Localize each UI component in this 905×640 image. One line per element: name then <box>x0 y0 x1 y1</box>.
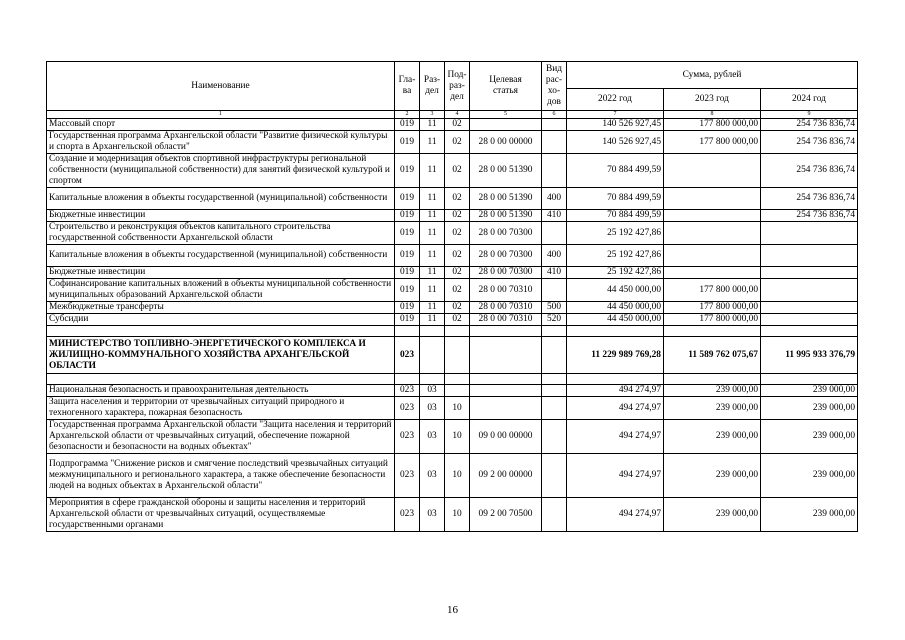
row-sum-2022: 494 274,97 <box>567 498 664 532</box>
col-index: 2 <box>395 111 420 119</box>
row-section: 11 <box>420 188 445 210</box>
col-index: 4 <box>445 111 470 119</box>
row-name <box>47 374 395 385</box>
row-exp-type: 500 <box>542 302 567 314</box>
col-index: 6 <box>542 111 567 119</box>
row-sum-2023 <box>664 154 761 188</box>
row-sum-2022: 44 450 000,00 <box>567 279 664 302</box>
row-chapter: 023 <box>395 454 420 498</box>
row-sum-2024: 239 000,00 <box>761 498 858 532</box>
row-exp-type <box>542 454 567 498</box>
row-target: 28 0 00 51390 <box>470 188 542 210</box>
row-sum-2022: 70 884 499,59 <box>567 154 664 188</box>
row-section: 03 <box>420 454 445 498</box>
row-sum-2024: 254 736 836,74 <box>761 210 858 222</box>
row-sum-2023: 11 589 762 075,67 <box>664 337 761 374</box>
row-sum-2024: 239 000,00 <box>761 454 858 498</box>
row-target <box>470 326 542 337</box>
row-section: 03 <box>420 498 445 532</box>
table-row <box>47 397 858 420</box>
row-sum-2022: 25 192 427,86 <box>567 222 664 245</box>
row-sum-2023 <box>664 188 761 210</box>
table-row <box>47 154 858 188</box>
row-subsection <box>445 337 470 374</box>
row-subsection: 02 <box>445 267 470 279</box>
row-name: Субсидии <box>47 314 395 326</box>
row-sum-2024 <box>761 279 858 302</box>
row-target: 28 0 00 70300 <box>470 222 542 245</box>
row-target: 28 0 00 51390 <box>470 154 542 188</box>
row-sum-2024: 254 736 836,74 <box>761 119 858 131</box>
blank-row <box>47 374 858 385</box>
col-index: 1 <box>47 111 395 119</box>
row-sum-2023: 177 800 000,00 <box>664 302 761 314</box>
row-sum-2023: 177 800 000,00 <box>664 131 761 154</box>
row-sum-2022: 44 450 000,00 <box>567 302 664 314</box>
row-exp-type: 410 <box>542 210 567 222</box>
row-sum-2022: 140 526 927,45 <box>567 119 664 131</box>
col-index: 8 <box>664 111 761 119</box>
table-row <box>47 210 858 222</box>
row-subsection: 02 <box>445 245 470 267</box>
row-target: 28 0 00 70300 <box>470 267 542 279</box>
row-sum-2024 <box>761 314 858 326</box>
row-target: 28 0 00 51390 <box>470 210 542 222</box>
row-section: 03 <box>420 420 445 454</box>
row-section <box>420 337 445 374</box>
row-name: Капитальные вложения в объекты государственной (муниципальной) собственности <box>47 188 395 210</box>
table-row <box>47 498 858 532</box>
row-sum-2024: 239 000,00 <box>761 397 858 420</box>
row-name: Бюджетные инвестиции <box>47 210 395 222</box>
header-2023: 2023 год <box>664 89 761 111</box>
row-section <box>420 326 445 337</box>
row-sum-2022: 44 450 000,00 <box>567 314 664 326</box>
row-subsection <box>445 374 470 385</box>
table-row <box>47 222 858 245</box>
row-chapter: 019 <box>395 188 420 210</box>
row-subsection: 02 <box>445 302 470 314</box>
row-sum-2024 <box>761 245 858 267</box>
row-sum-2023 <box>664 267 761 279</box>
row-exp-type <box>542 119 567 131</box>
row-exp-type <box>542 397 567 420</box>
row-sum-2024: 239 000,00 <box>761 420 858 454</box>
blank-row <box>47 326 858 337</box>
row-subsection: 02 <box>445 279 470 302</box>
row-subsection: 10 <box>445 397 470 420</box>
row-sum-2022: 494 274,97 <box>567 385 664 397</box>
row-chapter <box>395 326 420 337</box>
row-sum-2024: 254 736 836,74 <box>761 154 858 188</box>
row-sum-2023 <box>664 245 761 267</box>
table-row <box>47 385 858 397</box>
row-chapter: 019 <box>395 154 420 188</box>
table-row <box>47 245 858 267</box>
row-exp-type <box>542 279 567 302</box>
row-chapter: 019 <box>395 131 420 154</box>
row-section: 11 <box>420 119 445 131</box>
row-name: Массовый спорт <box>47 119 395 131</box>
row-sum-2024: 11 995 933 376,79 <box>761 337 858 374</box>
table-row <box>47 267 858 279</box>
row-name: Национальная безопасность и правоохранительная деятельность <box>47 385 395 397</box>
row-chapter: 019 <box>395 119 420 131</box>
row-target <box>470 119 542 131</box>
table-row <box>47 337 858 374</box>
row-exp-type: 400 <box>542 245 567 267</box>
row-section: 03 <box>420 397 445 420</box>
row-target <box>470 374 542 385</box>
table-row <box>47 314 858 326</box>
row-sum-2024 <box>761 326 858 337</box>
row-exp-type <box>542 498 567 532</box>
row-target: 28 0 00 70300 <box>470 245 542 267</box>
row-target: 28 0 00 70310 <box>470 279 542 302</box>
row-subsection: 02 <box>445 154 470 188</box>
row-exp-type <box>542 154 567 188</box>
row-target <box>470 397 542 420</box>
row-section: 11 <box>420 302 445 314</box>
row-sum-2023: 239 000,00 <box>664 397 761 420</box>
row-name: МИНИСТЕРСТВО ТОПЛИВНО-ЭНЕРГЕТИЧЕСКОГО КОМПЛЕКСА И ЖИЛИЩНО-КОММУНАЛЬНОГО ХОЗЯЙСТВА АРХАНГЕЛЬСКОЙ ОБЛАСТИ <box>47 337 395 374</box>
row-chapter: 023 <box>395 498 420 532</box>
row-sum-2023 <box>664 222 761 245</box>
row-chapter: 023 <box>395 337 420 374</box>
row-subsection: 02 <box>445 222 470 245</box>
row-name: Подпрограмма "Снижение рисков и смягчение последствий чрезвычайных ситуаций межмуниципального и регионального характера, а также обеспечение безопасности людей на водных объектах в Архангельской области" <box>47 454 395 498</box>
row-name: Защита населения и территории от чрезвычайных ситуаций природного и техногенного характера, пожарная безопасность <box>47 397 395 420</box>
row-exp-type <box>542 374 567 385</box>
header-exp-type: Вид рас- хо- дов <box>542 62 567 111</box>
row-exp-type <box>542 222 567 245</box>
row-target: 28 0 00 70310 <box>470 314 542 326</box>
row-name: Государственная программа Архангельской области "Защита населения и территорий Архангельской области от чрезвычайных ситуаций, обеспечение пожарной безопасности и безопасности на водных объектах" <box>47 420 395 454</box>
row-name: Строительство и реконструкция объектов капитального строительства государственной собственности Архангельской области <box>47 222 395 245</box>
row-sum-2022 <box>567 326 664 337</box>
row-sum-2023: 239 000,00 <box>664 454 761 498</box>
col-index: 5 <box>470 111 542 119</box>
row-subsection: 10 <box>445 498 470 532</box>
col-index: 7 <box>567 111 664 119</box>
row-sum-2024: 239 000,00 <box>761 385 858 397</box>
row-sum-2022: 25 192 427,86 <box>567 245 664 267</box>
row-target: 09 2 00 70500 <box>470 498 542 532</box>
row-sum-2024 <box>761 302 858 314</box>
row-subsection: 02 <box>445 210 470 222</box>
row-chapter: 019 <box>395 210 420 222</box>
row-exp-type <box>542 337 567 374</box>
header-chapter: Гла- ва <box>395 62 420 111</box>
row-name: Бюджетные инвестиции <box>47 267 395 279</box>
row-target: 28 0 00 70310 <box>470 302 542 314</box>
row-sum-2024: 254 736 836,74 <box>761 188 858 210</box>
header-section: Раз- дел <box>420 62 445 111</box>
row-section: 11 <box>420 245 445 267</box>
row-sum-2022: 11 229 989 769,28 <box>567 337 664 374</box>
row-exp-type: 410 <box>542 267 567 279</box>
row-chapter: 023 <box>395 385 420 397</box>
row-sum-2023: 177 800 000,00 <box>664 119 761 131</box>
row-sum-2022: 494 274,97 <box>567 454 664 498</box>
row-sum-2023: 177 800 000,00 <box>664 279 761 302</box>
row-section: 11 <box>420 222 445 245</box>
row-target: 09 0 00 00000 <box>470 420 542 454</box>
row-subsection: 02 <box>445 131 470 154</box>
row-chapter: 019 <box>395 279 420 302</box>
row-subsection: 02 <box>445 119 470 131</box>
row-exp-type <box>542 420 567 454</box>
row-sum-2023 <box>664 210 761 222</box>
header-subsection: Под- раз- дел <box>445 62 470 111</box>
row-exp-type <box>542 131 567 154</box>
table-row <box>47 279 858 302</box>
header-sum: Сумма, рублей <box>567 62 858 89</box>
table-row <box>47 420 858 454</box>
row-name: Межбюджетные трансферты <box>47 302 395 314</box>
row-chapter <box>395 374 420 385</box>
row-subsection: 02 <box>445 314 470 326</box>
row-target <box>470 337 542 374</box>
row-chapter: 019 <box>395 302 420 314</box>
row-sum-2022: 494 274,97 <box>567 397 664 420</box>
row-section <box>420 374 445 385</box>
row-chapter: 019 <box>395 245 420 267</box>
header-name: Наименование <box>47 62 395 111</box>
row-sum-2022: 70 884 499,59 <box>567 188 664 210</box>
table-row <box>47 302 858 314</box>
header-target: Целевая статья <box>470 62 542 111</box>
row-sum-2024 <box>761 267 858 279</box>
row-subsection <box>445 326 470 337</box>
row-sum-2023 <box>664 326 761 337</box>
row-sum-2023: 239 000,00 <box>664 385 761 397</box>
col-index: 3 <box>420 111 445 119</box>
table-row <box>47 119 858 131</box>
column-index-row <box>47 111 858 119</box>
row-sum-2023: 239 000,00 <box>664 498 761 532</box>
row-name: Создание и модернизация объектов спортивной инфраструктуры региональной собственности (муниципальной собственности) для занятий физической культурой и спортом <box>47 154 395 188</box>
row-section: 11 <box>420 279 445 302</box>
table-row <box>47 454 858 498</box>
row-name: Государственная программа Архангельской области "Развитие физической культуры и спорта в Архангельской области" <box>47 131 395 154</box>
row-target <box>470 385 542 397</box>
row-name: Софинансирование капитальных вложений в объекты муниципальной собственности муниципальных образований Архангельской области <box>47 279 395 302</box>
row-section: 03 <box>420 385 445 397</box>
row-subsection: 10 <box>445 420 470 454</box>
row-sum-2022 <box>567 374 664 385</box>
row-sum-2023: 177 800 000,00 <box>664 314 761 326</box>
header-2024: 2024 год <box>761 89 858 111</box>
row-sum-2024: 254 736 836,74 <box>761 131 858 154</box>
row-sum-2023: 239 000,00 <box>664 420 761 454</box>
row-sum-2023 <box>664 374 761 385</box>
row-target: 09 2 00 00000 <box>470 454 542 498</box>
row-name: Капитальные вложения в объекты государственной (муниципальной) собственности <box>47 245 395 267</box>
row-exp-type: 520 <box>542 314 567 326</box>
row-sum-2022: 25 192 427,86 <box>567 267 664 279</box>
row-target: 28 0 00 00000 <box>470 131 542 154</box>
row-section: 11 <box>420 131 445 154</box>
row-exp-type <box>542 385 567 397</box>
row-sum-2022: 140 526 927,45 <box>567 131 664 154</box>
row-subsection: 02 <box>445 188 470 210</box>
row-section: 11 <box>420 267 445 279</box>
row-subsection <box>445 385 470 397</box>
row-section: 11 <box>420 210 445 222</box>
budget-document <box>46 61 857 532</box>
row-chapter: 023 <box>395 397 420 420</box>
row-sum-2024 <box>761 222 858 245</box>
row-exp-type: 400 <box>542 188 567 210</box>
table-row <box>47 188 858 210</box>
header-2022: 2022 год <box>567 89 664 111</box>
row-chapter: 019 <box>395 314 420 326</box>
row-subsection: 10 <box>445 454 470 498</box>
row-section: 11 <box>420 154 445 188</box>
table-row <box>47 131 858 154</box>
row-sum-2022: 494 274,97 <box>567 420 664 454</box>
row-chapter: 019 <box>395 267 420 279</box>
row-chapter: 019 <box>395 222 420 245</box>
row-name <box>47 326 395 337</box>
row-sum-2022: 70 884 499,59 <box>567 210 664 222</box>
page-number: 16 <box>447 604 458 616</box>
row-exp-type <box>542 326 567 337</box>
budget-table <box>46 61 858 532</box>
row-name: Мероприятия в сфере гражданской обороны и защиты населения и территорий Архангельской области от чрезвычайных ситуаций, осуществляемые государственными органами <box>47 498 395 532</box>
row-section: 11 <box>420 314 445 326</box>
row-chapter: 023 <box>395 420 420 454</box>
row-sum-2024 <box>761 374 858 385</box>
col-index: 9 <box>761 111 858 119</box>
